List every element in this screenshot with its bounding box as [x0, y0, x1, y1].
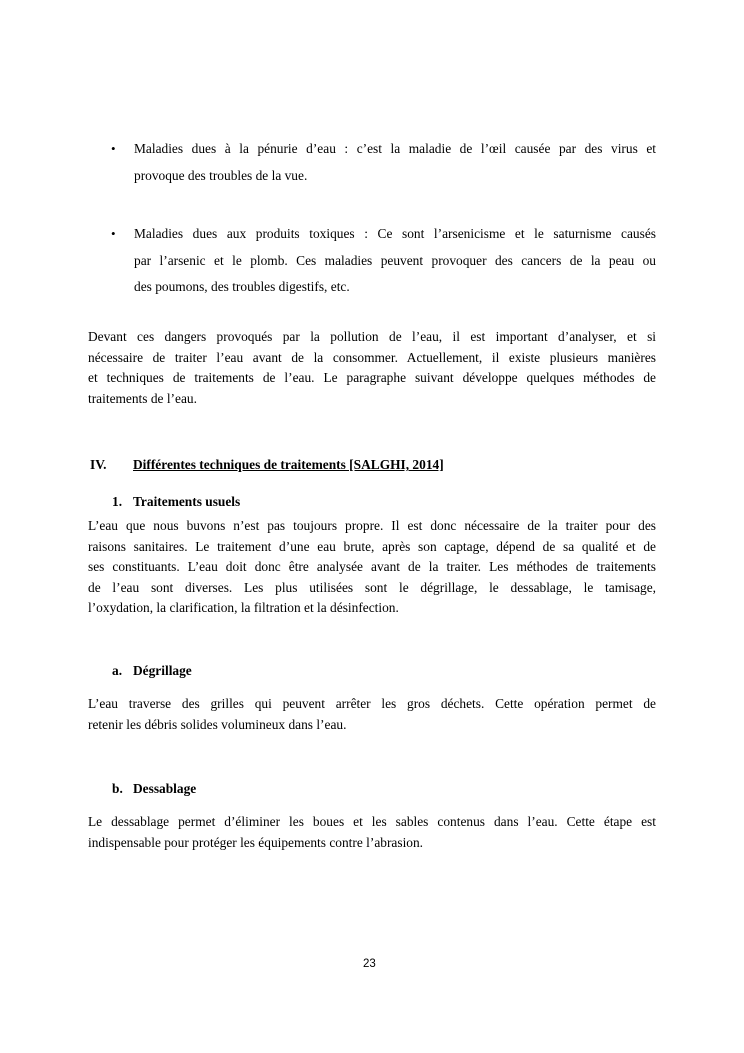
- section-title: Différentes techniques de traitements [SALGHI, 2014]: [133, 457, 444, 472]
- paragraph-line: l’oxydation, la clarification, la filtration et la désinfection.: [88, 600, 399, 615]
- paragraph-line: retenir les débris solides volumineux dans l’eau.: [88, 716, 347, 732]
- bullet-line: Maladies dues aux produits toxiques : Ce sont l’arsenicisme et le saturnisme causés: [134, 226, 656, 241]
- item-title-dessablage: Dessablage: [133, 781, 197, 796]
- item-title-degrillage: Dégrillage: [133, 663, 192, 678]
- paragraph-line: Le dessablage permet d’éliminer les boues et les sables contenus dans l’eau. Cette étape est: [88, 814, 656, 829]
- paragraph-line: indispensable pour protéger les équipements contre l’abrasion.: [88, 834, 424, 850]
- paragraph-line: de l’eau sont diverses. Les plus utilisées sont le dégrillage, le dessablage, le tamisage,: [88, 579, 656, 595]
- paragraph-line: L’eau traverse des grilles qui peuvent arrêter les gros déchets. Cette opération permet de: [88, 696, 656, 711]
- bullet-item-toxiques: [134, 221, 656, 301]
- paragraph-line: traitements de l’eau.: [88, 390, 197, 406]
- paragraph-line: raisons sanitaires. Le traitement d’une eau brute, après son captage, dépend de sa qualité et de: [88, 538, 656, 554]
- bullet-line: provoque des troubles de la vue.: [134, 167, 308, 183]
- page-number: 23: [363, 958, 376, 970]
- paragraph-line: Devant ces dangers provoqués par la pollution de l’eau, il est important d’analyser, et si: [88, 329, 656, 344]
- item-paragraph-degrillage: [88, 694, 656, 735]
- item-paragraph-dessablage: [88, 812, 656, 853]
- item-letter: a.: [112, 663, 123, 678]
- bullet-marker: •: [111, 226, 116, 241]
- subsection-title: Traitements usuels: [133, 494, 241, 509]
- paragraph-line: ses constituants. L’eau doit donc être analysée avant de la traiter. Les méthodes de traitements: [88, 559, 656, 574]
- item-letter: b.: [112, 781, 123, 796]
- subsection-paragraph: [88, 516, 656, 619]
- bullet-line: des poumons, des troubles digestifs, etc.: [134, 279, 350, 294]
- intro-paragraph: [88, 327, 656, 409]
- bullet-marker: •: [111, 141, 116, 156]
- paragraph-line: L’eau que nous buvons n’est pas toujours propre. Il est donc nécessaire de la traiter pour des: [88, 518, 656, 533]
- paragraph-line: et techniques de traitements de l’eau. Le paragraphe suivant développe quelques méthodes de: [88, 370, 656, 385]
- bullet-line: Maladies dues à la pénurie d’eau : c’est la maladie de l’œil causée par des virus et: [134, 141, 656, 156]
- section-number: IV.: [90, 457, 107, 472]
- bullet-item-penurie: [134, 136, 656, 189]
- bullet-line: par l’arsenic et le plomb. Ces maladies peuvent provoquer des cancers de la peau ou: [134, 252, 656, 268]
- subsection-number: 1.: [112, 494, 123, 509]
- paragraph-line: nécessaire de traiter l’eau avant de la consommer. Actuellement, il existe plusieurs manières: [88, 349, 656, 365]
